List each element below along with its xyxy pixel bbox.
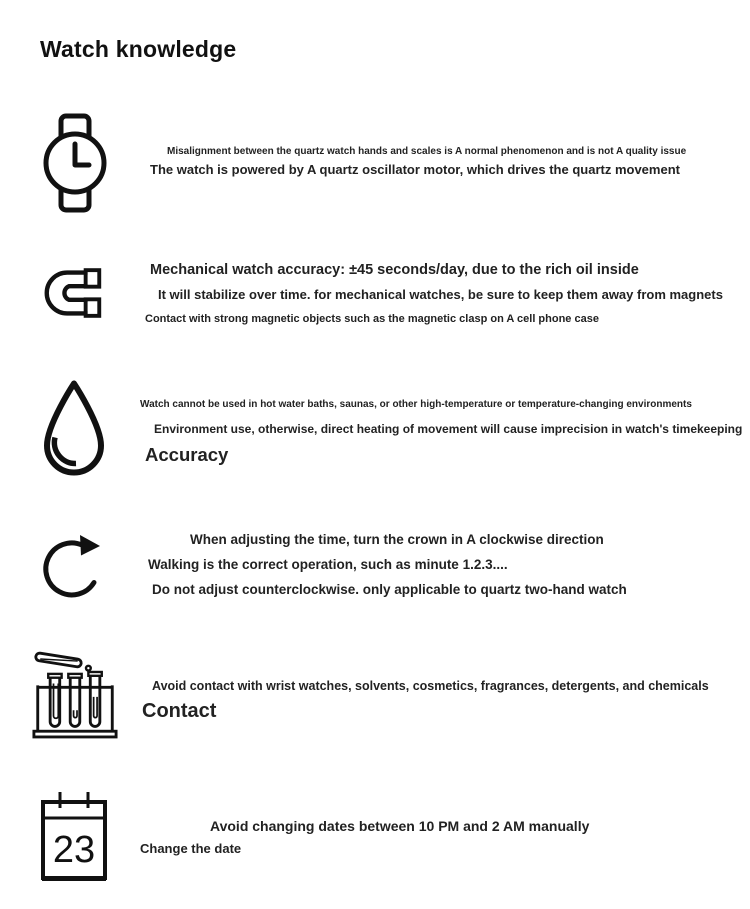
- calendar-day-number: 23: [52, 829, 96, 871]
- test-tubes-icon: [32, 641, 118, 745]
- water-drop-icon: [38, 377, 110, 480]
- info-line: It will stabilize over time. for mechanical watches, be sure to keep them away from magnets: [158, 287, 723, 302]
- info-line: Misalignment between the quartz watch hands and scales is A normal phenomenon and is not A quality issue: [167, 146, 687, 157]
- info-line: Avoid contact with wrist watches, solvents, cosmetics, fragrances, detergents, and chemicals: [152, 679, 709, 693]
- section-heading: Change the date: [140, 841, 242, 856]
- info-line: Walking is the correct operation, such as minute 1.2.3....: [148, 557, 508, 572]
- info-line: Do not adjust counterclockwise. only applicable to quartz two-hand watch: [152, 582, 627, 597]
- info-line: The watch is powered by A quartz oscillator motor, which drives the quartz movement: [150, 162, 680, 177]
- info-line: Avoid changing dates between 10 PM and 2 AM manually: [210, 818, 590, 834]
- info-line: Mechanical watch accuracy: ±45 seconds/day, due to the rich oil inside: [150, 262, 639, 278]
- clockwise-arrow-icon: [40, 521, 110, 610]
- page-title: Watch knowledge: [40, 36, 237, 62]
- calendar-icon: [38, 787, 110, 885]
- section-heading: Contact: [142, 700, 217, 722]
- info-line: Contact with strong magnetic objects such as the magnetic clasp on A cell phone case: [145, 313, 599, 325]
- info-line: Environment use, otherwise, direct heating of movement will cause imprecision in watch's timekeeping: [154, 422, 743, 436]
- section-heading: Accuracy: [145, 444, 229, 465]
- magnet-icon: [38, 262, 108, 324]
- watch-icon: [40, 113, 110, 213]
- info-line: Watch cannot be used in hot water baths, saunas, or other high-temperature or temperature-changing environments: [140, 399, 692, 410]
- info-line: When adjusting the time, turn the crown in A clockwise direction: [190, 532, 604, 547]
